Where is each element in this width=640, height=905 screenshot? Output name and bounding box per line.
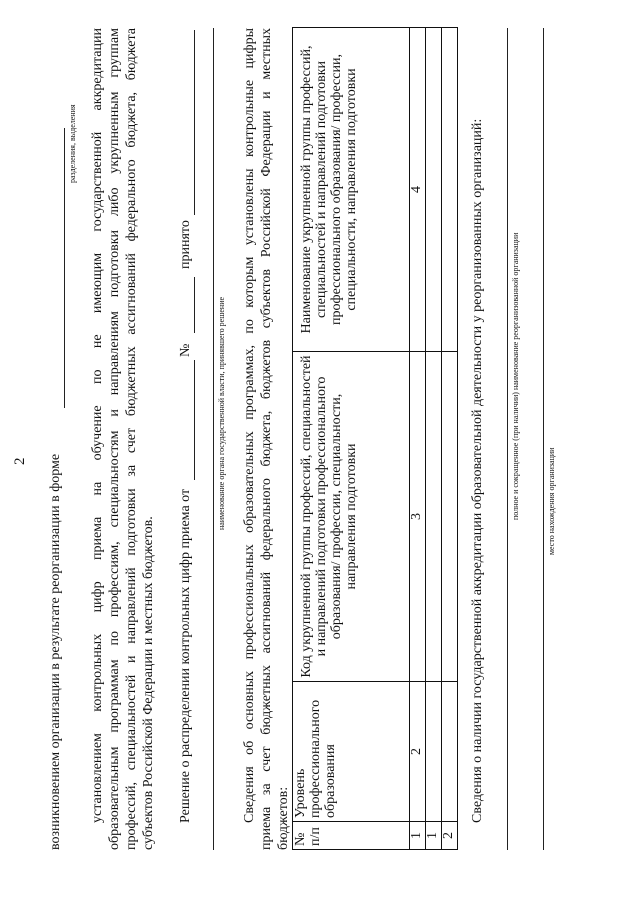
table-cell: 4 — [410, 28, 426, 352]
table-cell: 2 — [410, 682, 426, 822]
section1-line-3: бюджетов: — [276, 786, 291, 850]
header-cell-name: Наименование укрупненной группы профессий, специальностей и направлений подготовки профессионального образования/ профессии, специальности, направления подготовки — [293, 28, 410, 352]
decision-text: Решение о распределении контрольных цифр приема от — [178, 488, 193, 823]
reorganization-form-underline — [64, 128, 65, 408]
decision-accepted-underline — [194, 30, 195, 215]
decision-number-label: № — [178, 343, 193, 357]
table-cell: 1 — [410, 822, 426, 850]
org-name-caption: полное и сокращенное (при наличии) наименование реорганизованной организации — [511, 232, 520, 520]
table-cell — [426, 352, 442, 682]
header-cell-level: Уровень профессионального образования — [293, 682, 410, 822]
decision-authority-caption: наименование органа государственной власти, принявшего решение — [217, 296, 226, 530]
section1-line-1: Сведения об основных профессиональных образовательных программах, по которым установлены контрольные цифры — [242, 28, 257, 823]
header-cell-code: Код укрупненной группы профессий, специальностей и направлений подготовки профессионального образования/ профессии, специальности, направления подготовки — [293, 352, 410, 682]
location-underline — [543, 28, 544, 850]
decision-number-underline — [194, 277, 195, 333]
header-cell-number: № п/п — [293, 822, 410, 850]
table-cell: 1 — [426, 822, 442, 850]
table-cell — [426, 28, 442, 352]
table-numbering-row — [410, 28, 426, 850]
table-cell: 3 — [410, 352, 426, 682]
table-cell — [442, 28, 458, 352]
page-number: 2 — [12, 457, 28, 465]
org-name-underline — [507, 28, 508, 850]
table-row — [426, 28, 442, 850]
programs-table — [292, 27, 458, 850]
table-cell — [442, 352, 458, 682]
table-row — [442, 28, 458, 850]
location-caption: место нахождения организации — [547, 447, 556, 555]
decision-date-underline — [194, 360, 195, 480]
reorganization-form-caption: разделения, выделения — [68, 104, 77, 183]
para1-line-1: установлением контрольных цифр приема на обучение по не имеющим государственной аккредитации — [90, 28, 105, 823]
table-cell — [426, 682, 442, 822]
para1-line-3: профессий, специальностей и направлений подготовки за счет бюджетных ассигнований федерального бюджета, бюджета — [124, 28, 139, 850]
reorganization-line: возникновением организации в результате реорганизации в форме — [48, 453, 63, 850]
para1-line-2: образовательным программам по профессиям, специальностям и направлениям подготовки либо укрупненным группам — [107, 28, 122, 850]
section2-heading: Сведения о наличии государственной аккредитации образовательной деятельности у реорганизованных организаций: — [470, 118, 485, 823]
para1-line-4: субъектов Российской Федерации и местных бюджетов. — [141, 516, 156, 850]
section1-line-2: приема за счет бюджетных ассигнований федерального бюджета, бюджетов субъектов Российской Федерации и местных — [259, 28, 274, 850]
table-header-row — [293, 28, 410, 850]
table-cell — [442, 682, 458, 822]
decision-authority-underline — [213, 28, 214, 850]
decision-accepted-label: принято — [178, 220, 193, 269]
table-cell: 2 — [442, 822, 458, 850]
